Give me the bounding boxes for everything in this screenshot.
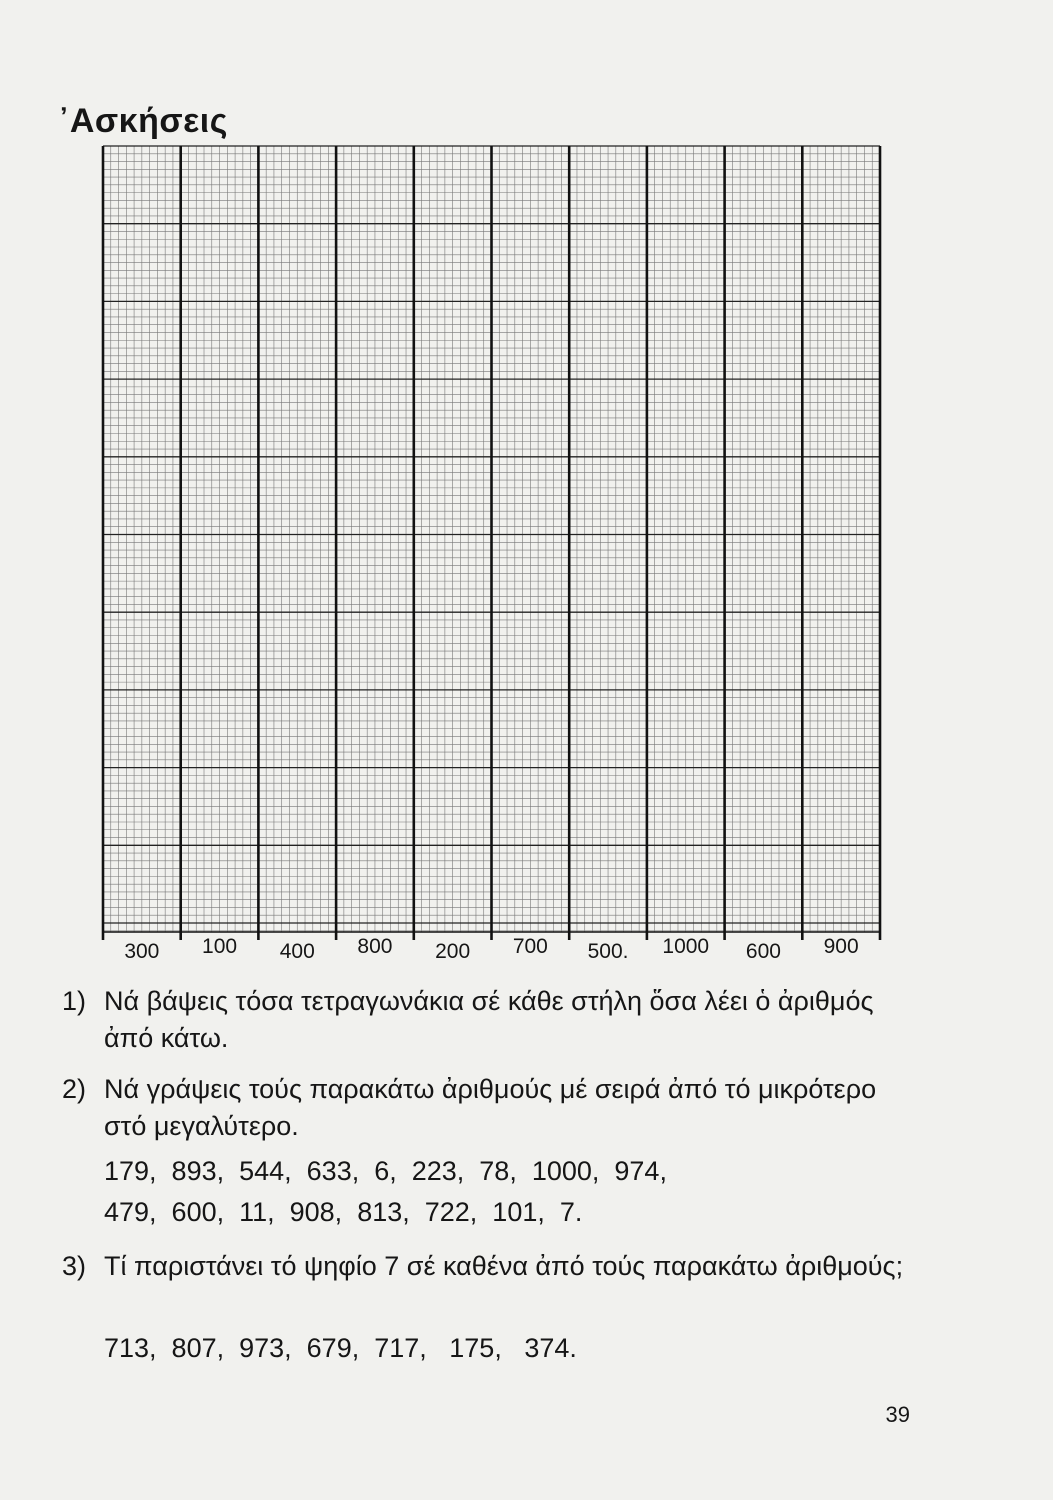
column-label-1: 300	[124, 940, 160, 963]
column-label-5: 200	[435, 940, 471, 963]
column-label-8: 1000	[662, 935, 710, 958]
column-label-7: 500.	[587, 940, 629, 963]
number-list-line: 479, 600, 11, 908, 813, 722, 101, 7.	[104, 1197, 583, 1227]
column-label-3: 400	[279, 940, 315, 963]
exercise-text: Τί παριστάνει τό ψηφίο 7 σέ καθένα ἀπό τούς παρακάτω ἀριθμούς;	[104, 1251, 904, 1281]
column-label-10: 900	[823, 935, 859, 958]
column-label-4: 800	[357, 935, 393, 958]
exercise-number: 3)	[62, 1251, 87, 1281]
number-list-line: 713, 807, 973, 679, 717, 175, 374.	[104, 1333, 577, 1363]
page-title: ᾿Ασκήσεις	[58, 102, 228, 140]
column-label-6: 700	[512, 935, 548, 958]
column-label-9: 600	[745, 940, 781, 963]
page-number: 39	[885, 1402, 910, 1427]
exercise-number: 2)	[62, 1074, 87, 1104]
number-list-line: 179, 893, 544, 633, 6, 223, 78, 1000, 974,	[104, 1156, 667, 1186]
exercise-number: 1)	[62, 986, 87, 1016]
exercise-text: Νά γράψεις τούς παρακάτω ἀριθμούς μέ σειρά ἀπό τό μικρότερο στό μεγαλύτερο.	[104, 1074, 877, 1141]
column-label-2: 100	[202, 935, 238, 958]
exercise-text: Νά βάψεις τόσα τετραγωνάκια σέ κάθε στήλη ὅσα λέει ὁ ἀριθμός ἀπό κάτω.	[104, 986, 874, 1053]
